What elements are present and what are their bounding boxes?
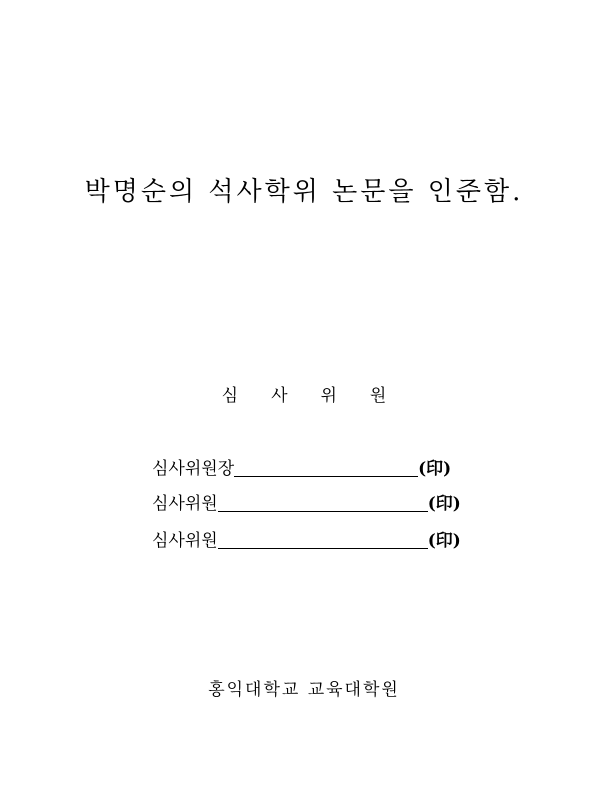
committee-heading-char: 원 (369, 386, 387, 406)
signature-role: 심사위원장 (152, 459, 235, 479)
seal-mark: (印) (418, 459, 452, 479)
signature-row-chair (152, 454, 451, 480)
institution-name: 홍익대학교 교육대학원 (208, 680, 400, 700)
approval-title: 박명순의 석사학위 논문을 인준함. (84, 177, 524, 207)
signature-line (218, 530, 428, 549)
committee-heading-char: 심 (221, 386, 239, 406)
signature-role: 심사위원 (152, 494, 218, 514)
seal-mark: (印) (427, 494, 461, 514)
committee-heading-char: 위 (320, 386, 337, 406)
committee-heading-char: 사 (271, 386, 288, 406)
signature-role: 심사위원 (152, 531, 218, 551)
signature-row-member (152, 489, 461, 515)
signature-line (234, 458, 418, 477)
seal-mark: (印) (427, 531, 461, 551)
signature-line (218, 493, 428, 512)
signature-row-member (152, 526, 461, 552)
committee-heading (0, 384, 608, 408)
